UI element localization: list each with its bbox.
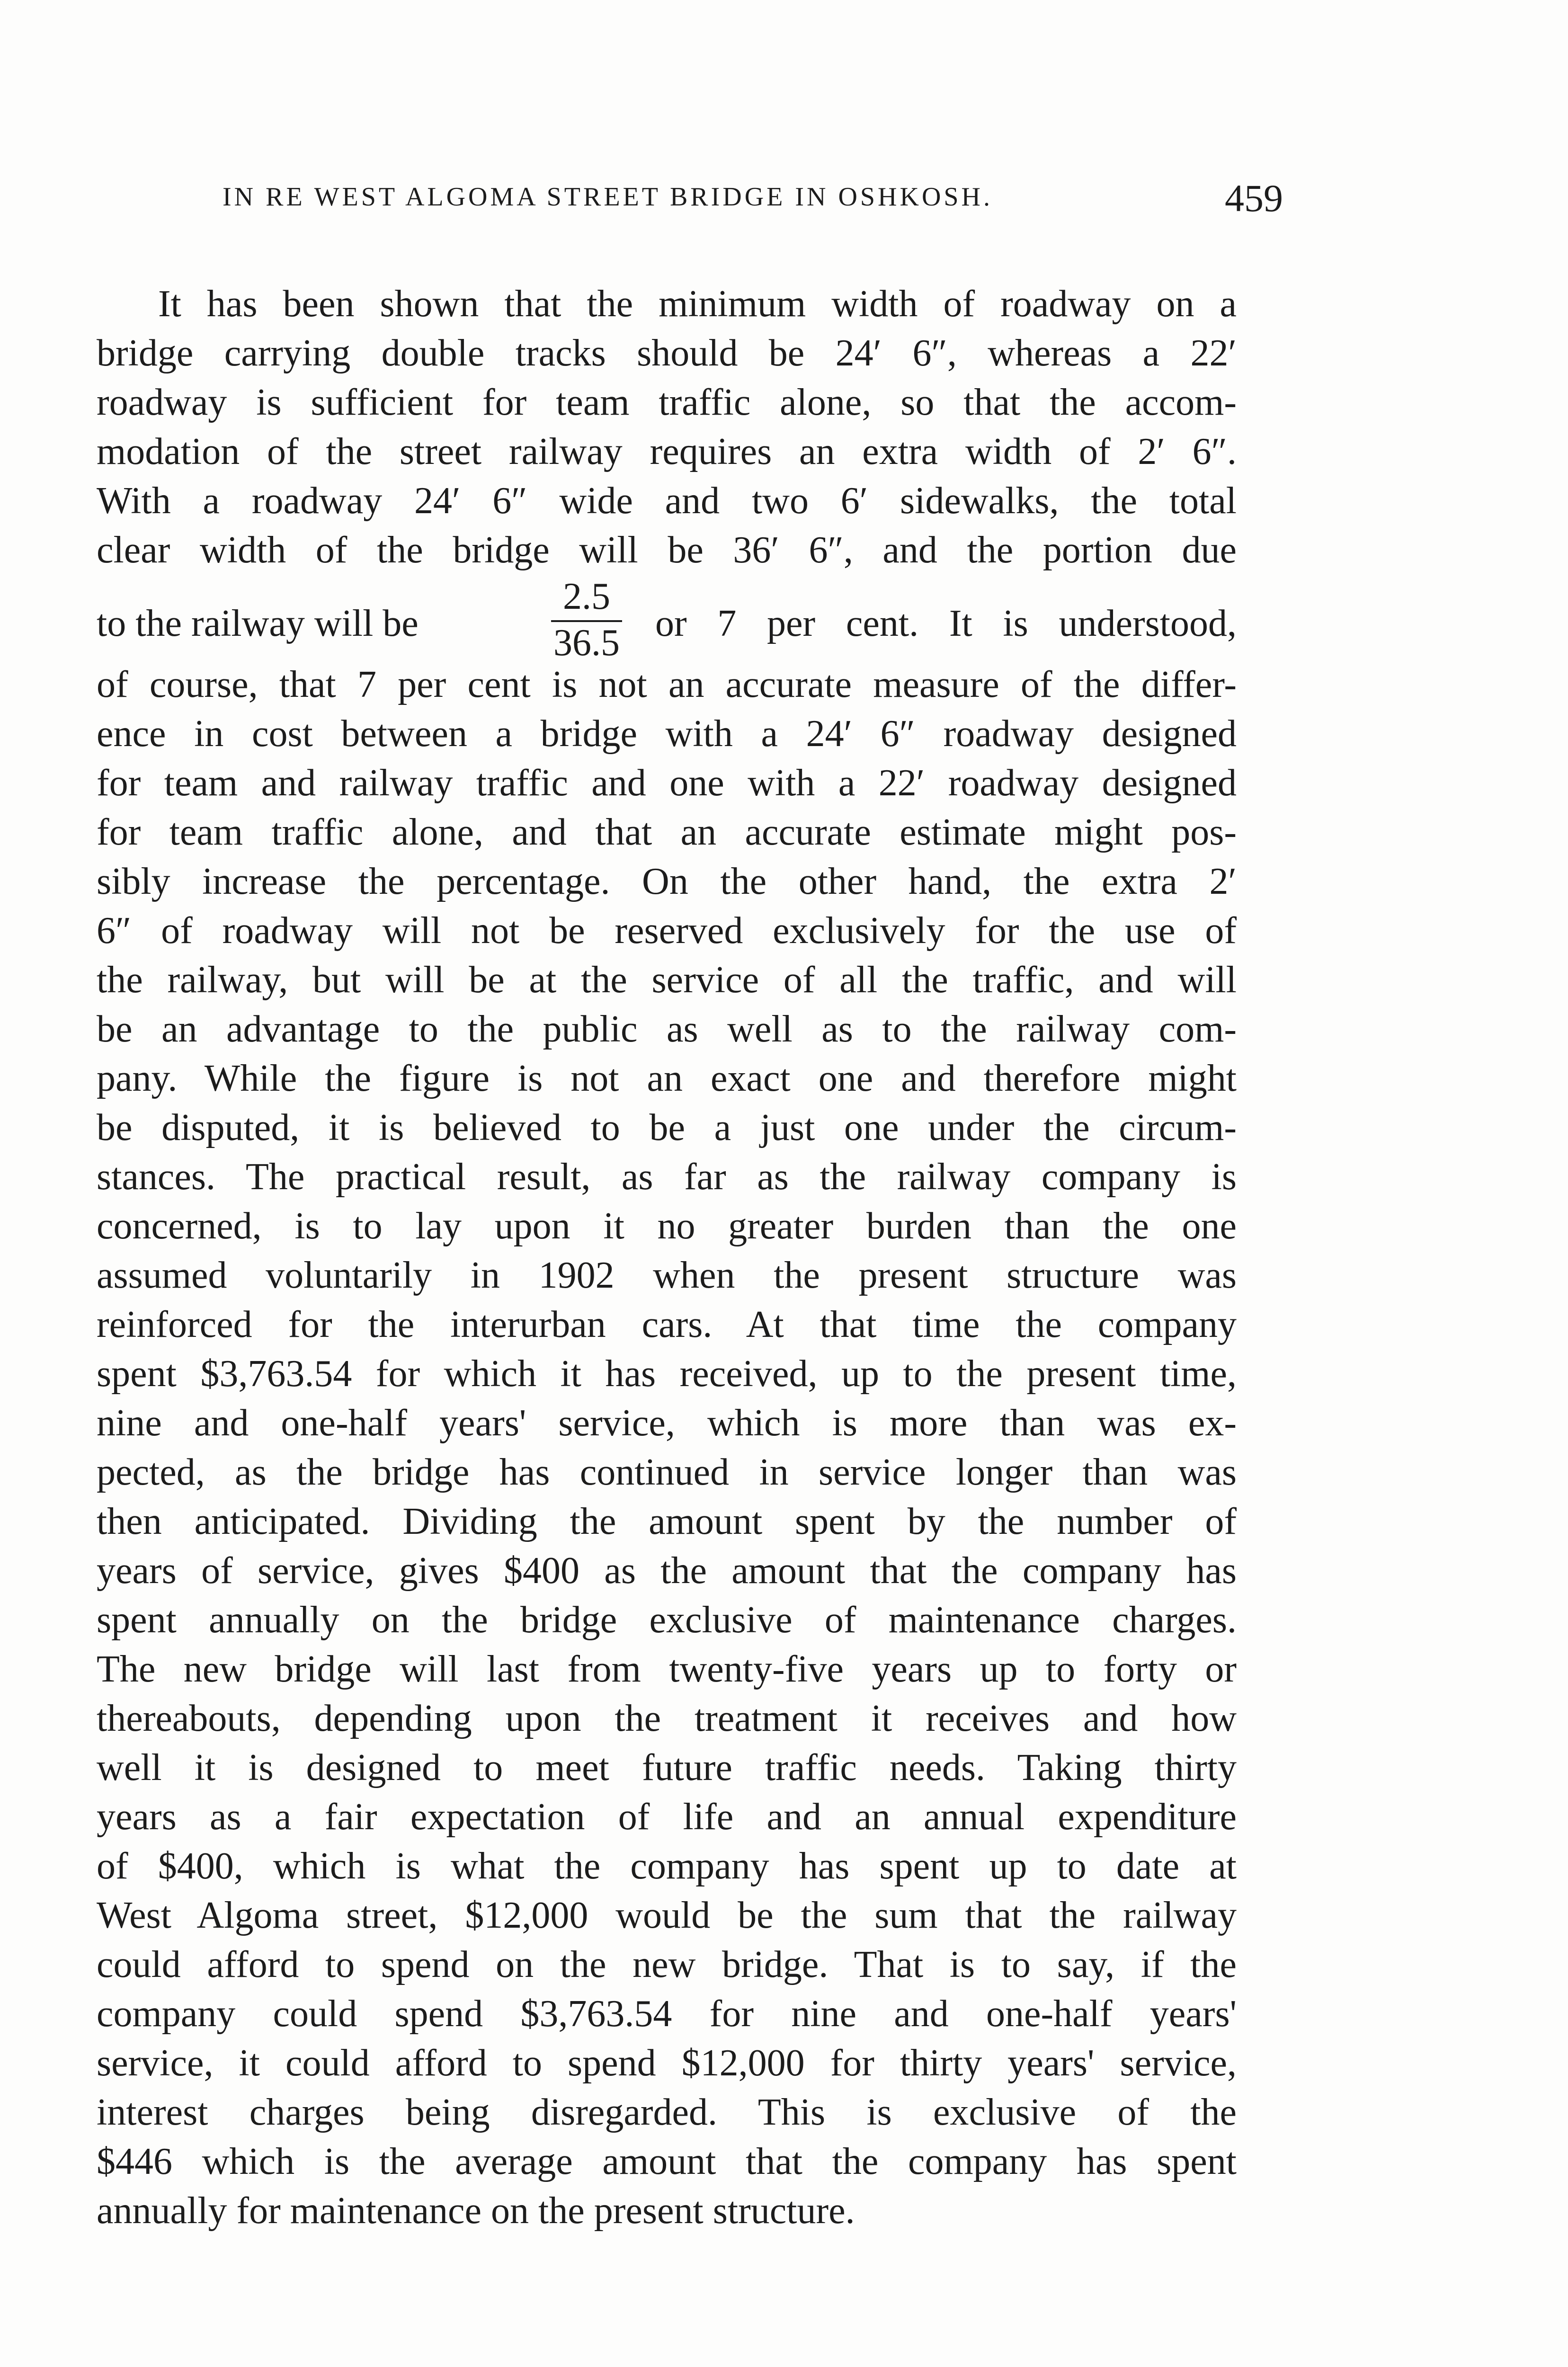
text-line: spent annually on the bridge exclusive of maintenance charges.: [97, 1599, 1237, 1641]
fraction-trailing-text: or 7 per cent. It is understood,: [655, 603, 1237, 644]
text-line: be an advantage to the public as well as to the railway com-: [97, 1008, 1237, 1050]
text-line: sibly increase the percentage. On the other hand, the extra 2′: [97, 861, 1237, 902]
text-line: West Algoma street, $12,000 would be the sum that the railway: [97, 1895, 1237, 1936]
text-line: service, it could afford to spend $12,000 for thirty years' service,: [97, 2042, 1237, 2084]
text-line: of $400, which is what the company has spent up to date at: [97, 1845, 1237, 1887]
text-line: roadway is sufficient for team traffic alone, so that the accom-: [97, 382, 1237, 423]
text-line: interest charges being disregarded. This is exclusive of the: [97, 2091, 1237, 2133]
text-line: modation of the street railway requires an extra width of 2′ 6″.: [97, 431, 1237, 472]
text-line: for team and railway traffic and one with a 22′ roadway designed: [97, 762, 1237, 804]
text-line: well it is designed to meet future traffic needs. Taking thirty: [97, 1747, 1237, 1789]
fraction-denominator: 36.5: [553, 622, 620, 664]
text-line: then anticipated. Dividing the amount spent by the number of: [97, 1501, 1237, 1542]
fraction-numerator: 2.5: [563, 576, 610, 617]
text-line: clear width of the bridge will be 36′ 6″, and the portion due: [97, 529, 1237, 571]
text-line: be disputed, it is believed to be a just one under the circum-: [97, 1107, 1237, 1148]
text-line: 6″ of roadway will not be reserved exclusively for the use of: [97, 910, 1237, 952]
text-line: could afford to spend on the new bridge. That is to say, if the: [97, 1944, 1237, 1985]
text-line: company could spend $3,763.54 for nine and one-half years': [97, 1993, 1237, 2035]
text-line: years as a fair expectation of life and an annual expenditure: [97, 1796, 1237, 1838]
text-line: concerned, is to lay upon it no greater burden than the one: [97, 1205, 1237, 1247]
text-line: annually for maintenance on the present structure.: [97, 2190, 855, 2232]
text-line: $446 which is the average amount that the company has spent: [97, 2141, 1237, 2182]
text-line: of course, that 7 per cent is not an accurate measure of the differ-: [97, 664, 1237, 705]
text-line: reinforced for the interurban cars. At that time the company: [97, 1304, 1237, 1345]
text-line: stances. The practical result, as far as the railway company is: [97, 1156, 1237, 1198]
text-line: for team traffic alone, and that an accurate estimate might pos-: [97, 811, 1237, 853]
text-line: pany. While the figure is not an exact one and therefore might: [97, 1058, 1237, 1099]
running-title: IN RE WEST ALGOMA STREET BRIDGE IN OSHKOSH.: [223, 182, 993, 212]
text-line: The new bridge will last from twenty-five years up to forty or: [97, 1648, 1237, 1690]
text-line: pected, as the bridge has continued in service longer than was: [97, 1451, 1237, 1493]
text-line: thereabouts, depending upon the treatment it receives and how: [97, 1698, 1237, 1739]
text-line: It has been shown that the minimum width of roadway on a: [158, 283, 1237, 325]
text-line: With a roadway 24′ 6″ wide and two 6′ sidewalks, the total: [97, 480, 1237, 522]
text-line: bridge carrying double tracks should be 24′ 6″, whereas a 22′: [97, 332, 1237, 374]
running-head: [223, 176, 1283, 223]
fraction-line: [97, 575, 1237, 664]
body-paragraph: [97, 279, 1237, 2235]
fraction: [542, 575, 632, 664]
text-line: nine and one-half years' service, which is more than was ex-: [97, 1402, 1237, 1444]
text-line: spent $3,763.54 for which it has received, up to the present time,: [97, 1353, 1237, 1395]
fraction-lead-text: to the railway will be: [97, 603, 419, 644]
text-line: assumed voluntarily in 1902 when the present structure was: [97, 1255, 1237, 1296]
text-line: years of service, gives $400 as the amount that the company has: [97, 1550, 1237, 1592]
text-line: the railway, but will be at the service of all the traffic, and will: [97, 959, 1237, 1001]
text-line: ence in cost between a bridge with a 24′ 6″ roadway designed: [97, 713, 1237, 755]
page-number: 459: [1225, 177, 1283, 220]
